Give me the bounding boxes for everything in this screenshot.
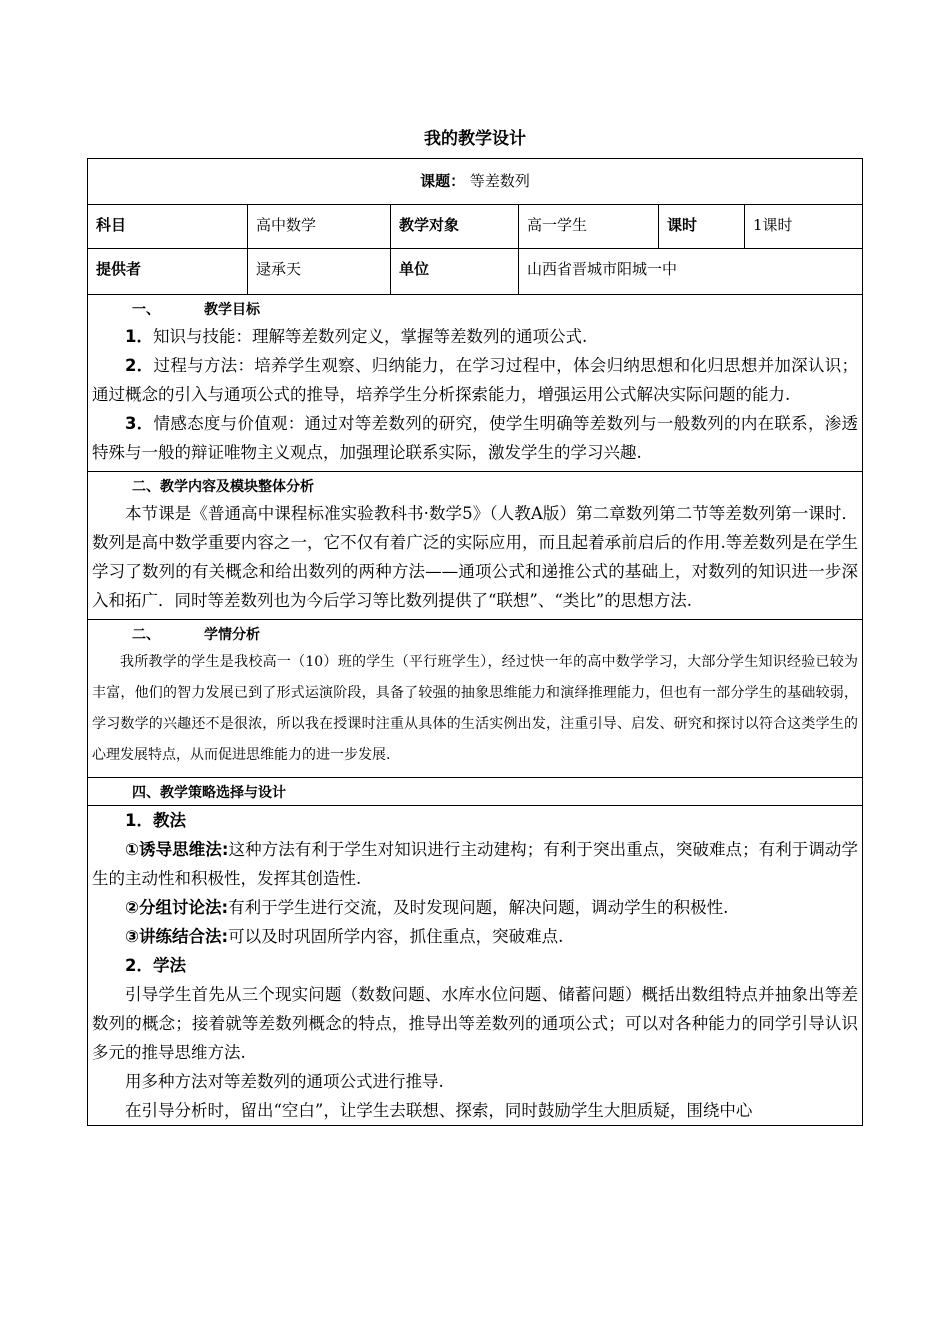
section-student-heading: [88, 620, 862, 647]
student-analysis-text: 我所教学的学生是我校高一（10）班的学生（平行班学生），经过快一年的高中数学学习，大部分学生知识经验已较为丰富，他们的智力发展已到了形式运演阶段，具备了较强的抽象思维能力和演绎推理能力，但也有一部分学生的基础较弱，学习数学的兴趣还不是很浓，所以我在授课时注重从具体的生活实例出发，注重引导、启发、研究和探讨以符合这类学生的心理发展特点，从而促进思维能力的进一步发展.: [92, 654, 858, 763]
learning-method-text-2: 用多种方法对等差数列的通项公式进行推导.: [125, 1072, 444, 1091]
target-label: 教学对象: [391, 205, 519, 249]
unit-value: 山西省晋城市阳城一中: [519, 249, 863, 295]
target-value: 高一学生: [519, 205, 659, 249]
hours-value: 1课时: [745, 205, 863, 249]
learning-method-text-1: 引导学生首先从三个现实问题（数数问题、水库水位问题、储蓄问题）概括出数组特点并抽象出等差数列的概念；接着就等差数列概念的特点，推导出等差数列的通项公式；可以对各种能力的同学引导认识多元的推导思维方法.: [92, 985, 858, 1062]
learning-method-heading: 2．学法: [125, 956, 186, 975]
content-analysis-text: 本节课是《普通高中课程标准实验教科书·数学5》（人教A版）第二章数列第二节等差数列第一课时．数列是高中数学重要内容之一，它不仅有着广泛的实际应用，而且起着承前启后的作用.等差数列是在学生学习了数列的有关概念和给出数列的两种方法——通项公式和递推公式的基础上，对数列的知识进一步深入和拓广．同时等差数列也为今后学习等比数列提供了“联想”、“类比”的思想方法.: [92, 504, 858, 610]
topic-label: 课题：: [420, 172, 466, 190]
section-strategy-heading-cell: [88, 778, 863, 806]
section-number: 一、: [132, 302, 160, 318]
learning-method-text-3: 在引导分析时，留出“空白”，让学生去联想、探索，同时鼓励学生大胆质疑，围绕中心: [125, 1101, 753, 1120]
topic-cell: [88, 159, 863, 205]
section-content-analysis: [88, 472, 863, 620]
objective-process: 2．过程与方法：培养学生观察、归纳能力，在学习过程中，体会归纳思想和化归思想并加深认识；通过概念的引入与通项公式的推导，培养学生分析探索能力，增强运用公式解决实际问题的能力.: [92, 356, 859, 404]
section-strategy: [88, 806, 863, 1126]
method-lecture-practice: ③讲练结合法:可以及时巩固所学内容，抓住重点，突破难点.: [125, 927, 564, 946]
section-objectives-heading: [88, 295, 862, 322]
section-content-heading: 二、教学内容及模块整体分析: [132, 479, 314, 495]
section-title: 学情分析: [204, 627, 260, 643]
objective-attitude: 3．情感态度与价值观：通过对等差数列的研究，使学生明确等差数列与一般数列的内在联系，渗透特殊与一般的辩证唯物主义观点，加强理论联系实际，激发学生的学习兴趣.: [92, 414, 859, 462]
section-number: 二、: [132, 627, 160, 643]
subject-value: 高中数学: [248, 205, 391, 249]
teaching-method-heading: 1．教法: [125, 811, 186, 830]
section-student-analysis: [88, 620, 863, 778]
topic-value: 等差数列: [469, 172, 530, 190]
section-title: 教学目标: [204, 302, 260, 318]
subject-label: 科目: [88, 205, 248, 249]
objective-knowledge: 1．知识与技能：理解等差数列定义，掌握等差数列的通项公式.: [125, 327, 588, 346]
unit-label: 单位: [391, 249, 519, 295]
page-title: 我的教学设计: [424, 129, 526, 149]
hours-label: 课时: [659, 205, 745, 249]
provider-value: 逯承天: [248, 249, 391, 295]
method-guided-thinking: ①诱导思维法:这种方法有利于学生对知识进行主动建构；有利于突出重点，突破难点；有利于调动学生的主动性和积极性，发挥其创造性.: [92, 840, 858, 888]
section-objectives: [88, 295, 863, 472]
section-strategy-heading: 四、教学策略选择与设计: [132, 785, 286, 801]
method-group-discussion: ②分组讨论法:有利于学生进行交流，及时发现问题，解决问题，调动学生的积极性.: [125, 898, 729, 917]
lesson-plan-table: [87, 158, 863, 1126]
provider-label: 提供者: [88, 249, 248, 295]
